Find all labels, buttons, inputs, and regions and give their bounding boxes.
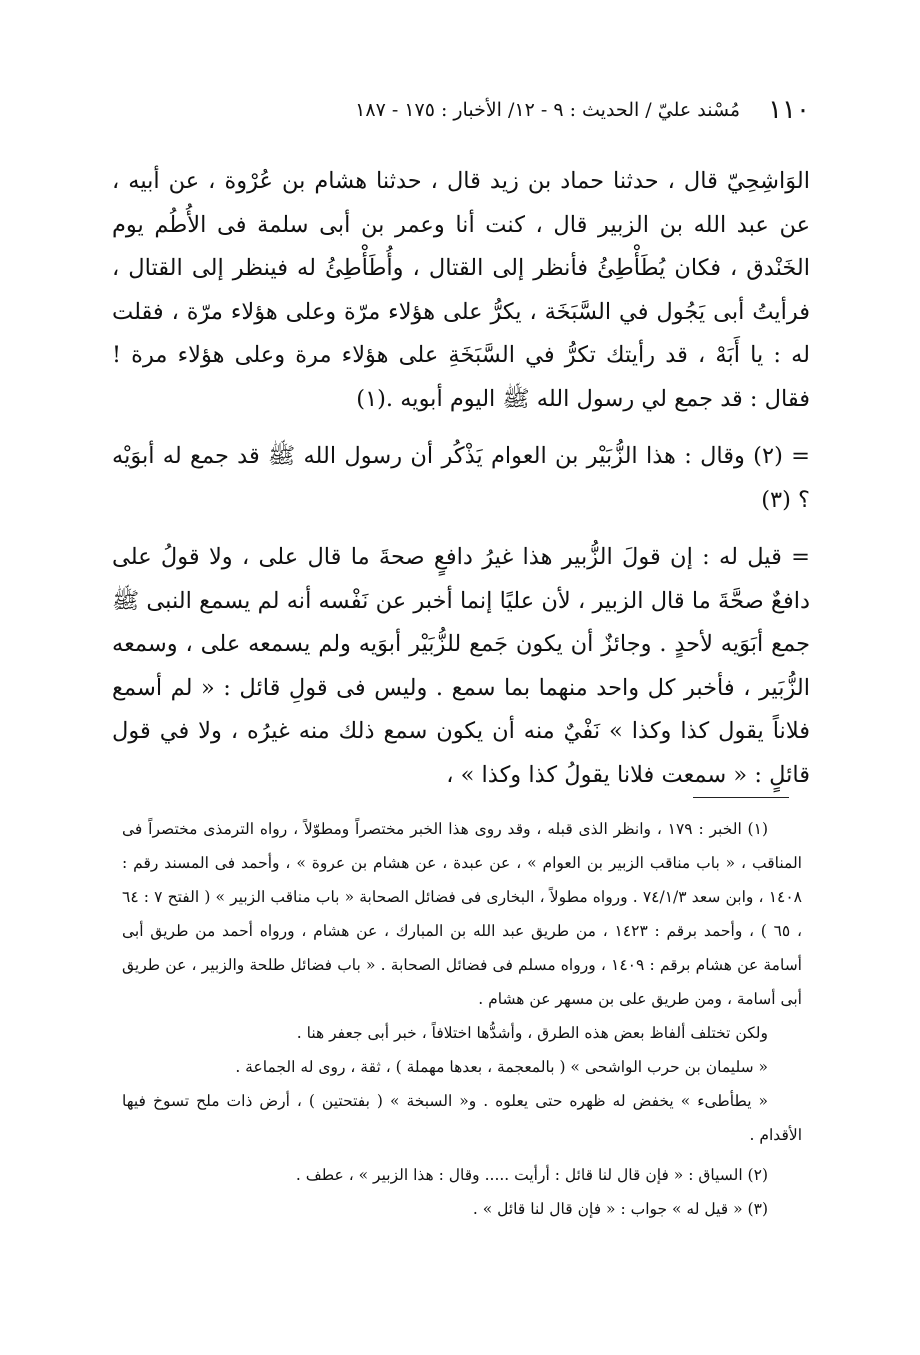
footnotes xyxy=(122,812,802,1226)
footnote-3: (٣) « قيل له » جواب : « فإن قال لنا قائل » . xyxy=(472,1200,768,1218)
footnote-1-variants: ولكن تختلف ألفاظ بعض هذه الطرق ، وأشدُّها اختلافاً ، خبر أبى جعفر هنا . xyxy=(296,1024,768,1042)
footnote-divider xyxy=(693,797,789,798)
footnote-2: (٢) السياق : « فإن قال لنا قائل : أرأيت ..... وقال : هذا الزبير » ، عطف . xyxy=(295,1166,768,1184)
paragraph-question: = (٢) وقال : هذا الزُّبَيْر بن العوام يَذْكُر أن رسول الله ﷺ قد جمع له أبوَيْه ؟ (٣) xyxy=(112,443,810,513)
running-title: مُسْند عليّ / الحديث : ٩ - ١٢/ الأخبار : ١٧٥ - ١٨٧ xyxy=(355,99,741,121)
paragraph-answer: = قيل له : إن قولَ الزُّبير هذا غيرُ دافعٍ صحةَ ما قال على ، ولا قولُ على دافعٌ صحَّةَ ما قال الزبير ، لأن عليًا إنما أخبر عن نَفْسه أنه لم يسمع النبى ﷺ جمع أبَوَيه لأحدٍ . وجائزٌ أن يكون جَمع للزُّبَيْر أبوَيه ولم يسمعه على ، وسمعه الزُّبَير ، فأخبر كل واحد منهما بما سمع . وليس فى قولِ قائل : « لم أسمع فلاناً يقول كذا وكذا » نَفْيٌ منه أن يكون سمع ذلك منه غيرُه ، ولا في قول قائلٍ : « سمعت فلانا يقولُ كذا وكذا » ، xyxy=(112,544,810,788)
footnote-1-narrator: « سليمان بن حرب الواشحى » ( بالمعجمة ، بعدها مهملة ) ، ثقة ، روى له الجماعة . xyxy=(235,1058,768,1076)
main-text xyxy=(112,160,810,797)
footnote-1-glossary: « يطأطىء » يخفض له ظهره حتى يعلوه . و« السبخة » ( بفتحتين ) ، أرض ذات ملح تسوخ فيها الأقدام . xyxy=(122,1092,802,1144)
page-header xyxy=(160,92,810,128)
footnote-1: (١) الخبر : ١٧٩ ، وانظر الذى قبله ، وقد روى هذا الخبر مختصراً ومطوّلاً ، رواه الترمذى مختصراً فى المناقب ، « باب مناقب الزبير بن العوام » ، عن عبدة ، عن هشام بن عروة » ، وأحمد فى المسند رقم : ١٤٠٨ ، وابن سعد ٧٤/١/٣ . ورواه مطولاً ، البخارى فى فضائل الصحابة « باب مناقب الزبير » ( الفتح ٧ : ٦٤ ، ٦٥ ) ، وأحمد برقم : ١٤٢٣ ، من طريق عبد الله بن المبارك ، عن هشام ، ورواه أحمد من طريق أبى أسامة عن هشام برقم : ١٤٠٩ ، ورواه مسلم فى فضائل الصحابة . « باب فضائل طلحة والزبير ، عن طريق أبى أسامة ، ومن طريق على بن مسهر عن هشام . xyxy=(122,820,802,1008)
page-number: ١١٠ xyxy=(768,95,810,125)
paragraph-hadith: الوَاشِحِيّ قال ، حدثنا حماد بن زيد قال ، حدثنا هشام بن عُرْوة ، عن أبيه ، عن عبد الله بن الزبير قال ، كنت أنا وعمر بن أبى سلمة فى الأُطُم يوم الخَنْدق ، فكان يُطَأْطِئُ فأنظر إلى القتال ، وأُطَأْطِئُ له فينظر إلى القتال ، فرأيتُ أبى يَجُول في السَّبَخَة ، يكرُّ على هؤلاء مرّة وعلى هؤلاء مرّة ، فقلت له : يا أَبَهْ ، قد رأيتك تكرُّ في السَّبَخَةِ على هؤلاء مرة وعلى هؤلاء مرة ! فقال : قد جمع لي رسول الله ﷺ اليوم أبويه .(١) xyxy=(112,168,810,412)
